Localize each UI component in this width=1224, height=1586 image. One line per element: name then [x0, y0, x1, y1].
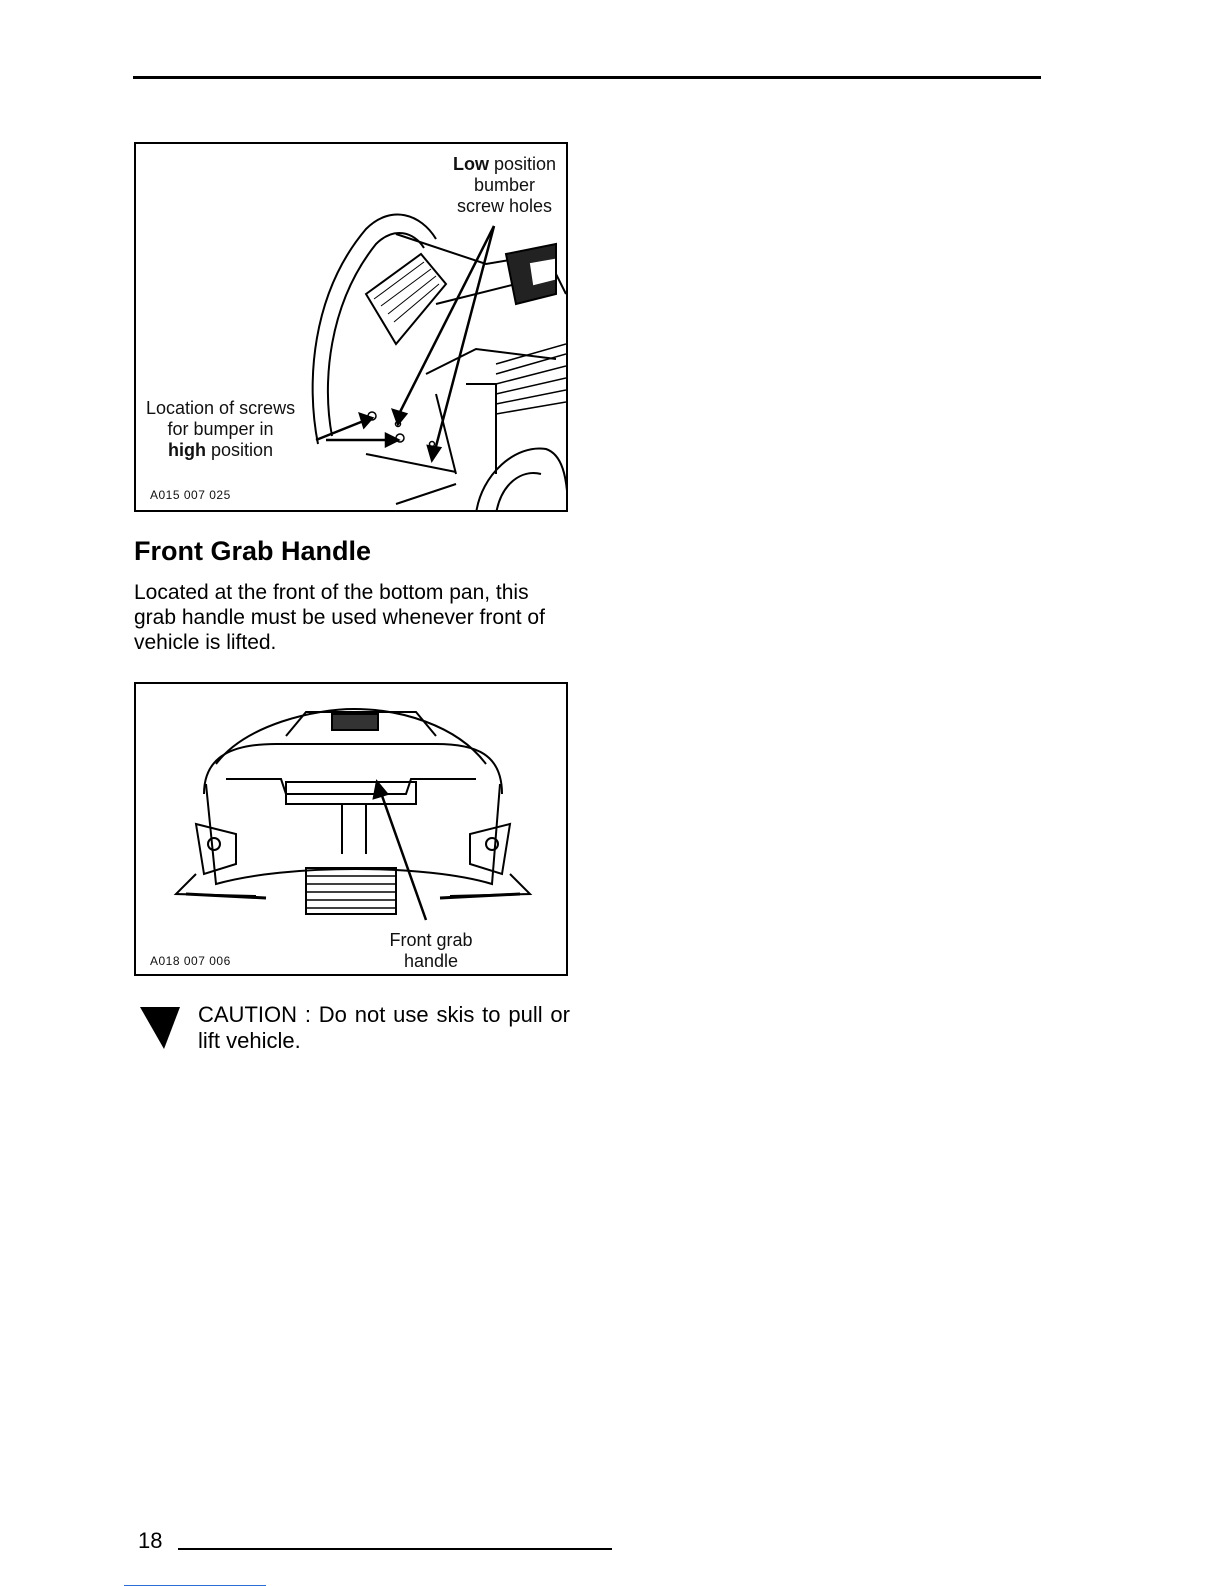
section-heading: Front Grab Handle: [134, 536, 372, 566]
figure-code: A015 007 025: [150, 488, 231, 502]
figure-front-grab-handle: [134, 682, 568, 976]
label-front-grab-handle: Front grab handle: [389, 930, 473, 971]
section-paragraph: Located at the front of the bottom pan, this grab handle must be used whenever front of vehicle is lifted.: [134, 581, 545, 654]
top-rule: [133, 76, 1041, 79]
figure-code: A018 007 006: [150, 954, 231, 968]
figure-bumper-screws: [134, 142, 568, 512]
page-number: 18: [138, 1528, 163, 1553]
label-high-position: Location of screws for bumper in high position: [146, 398, 296, 460]
caution-triangle-icon: [140, 1005, 180, 1051]
snowmobile-front-illustration: [136, 684, 568, 976]
bottom-rule: [178, 1548, 612, 1550]
caution-text: CAUTION : Do not use skis to pull or lift vehicle.: [198, 1002, 570, 1053]
label-low-position: Low position bumber screw holes: [452, 154, 556, 216]
